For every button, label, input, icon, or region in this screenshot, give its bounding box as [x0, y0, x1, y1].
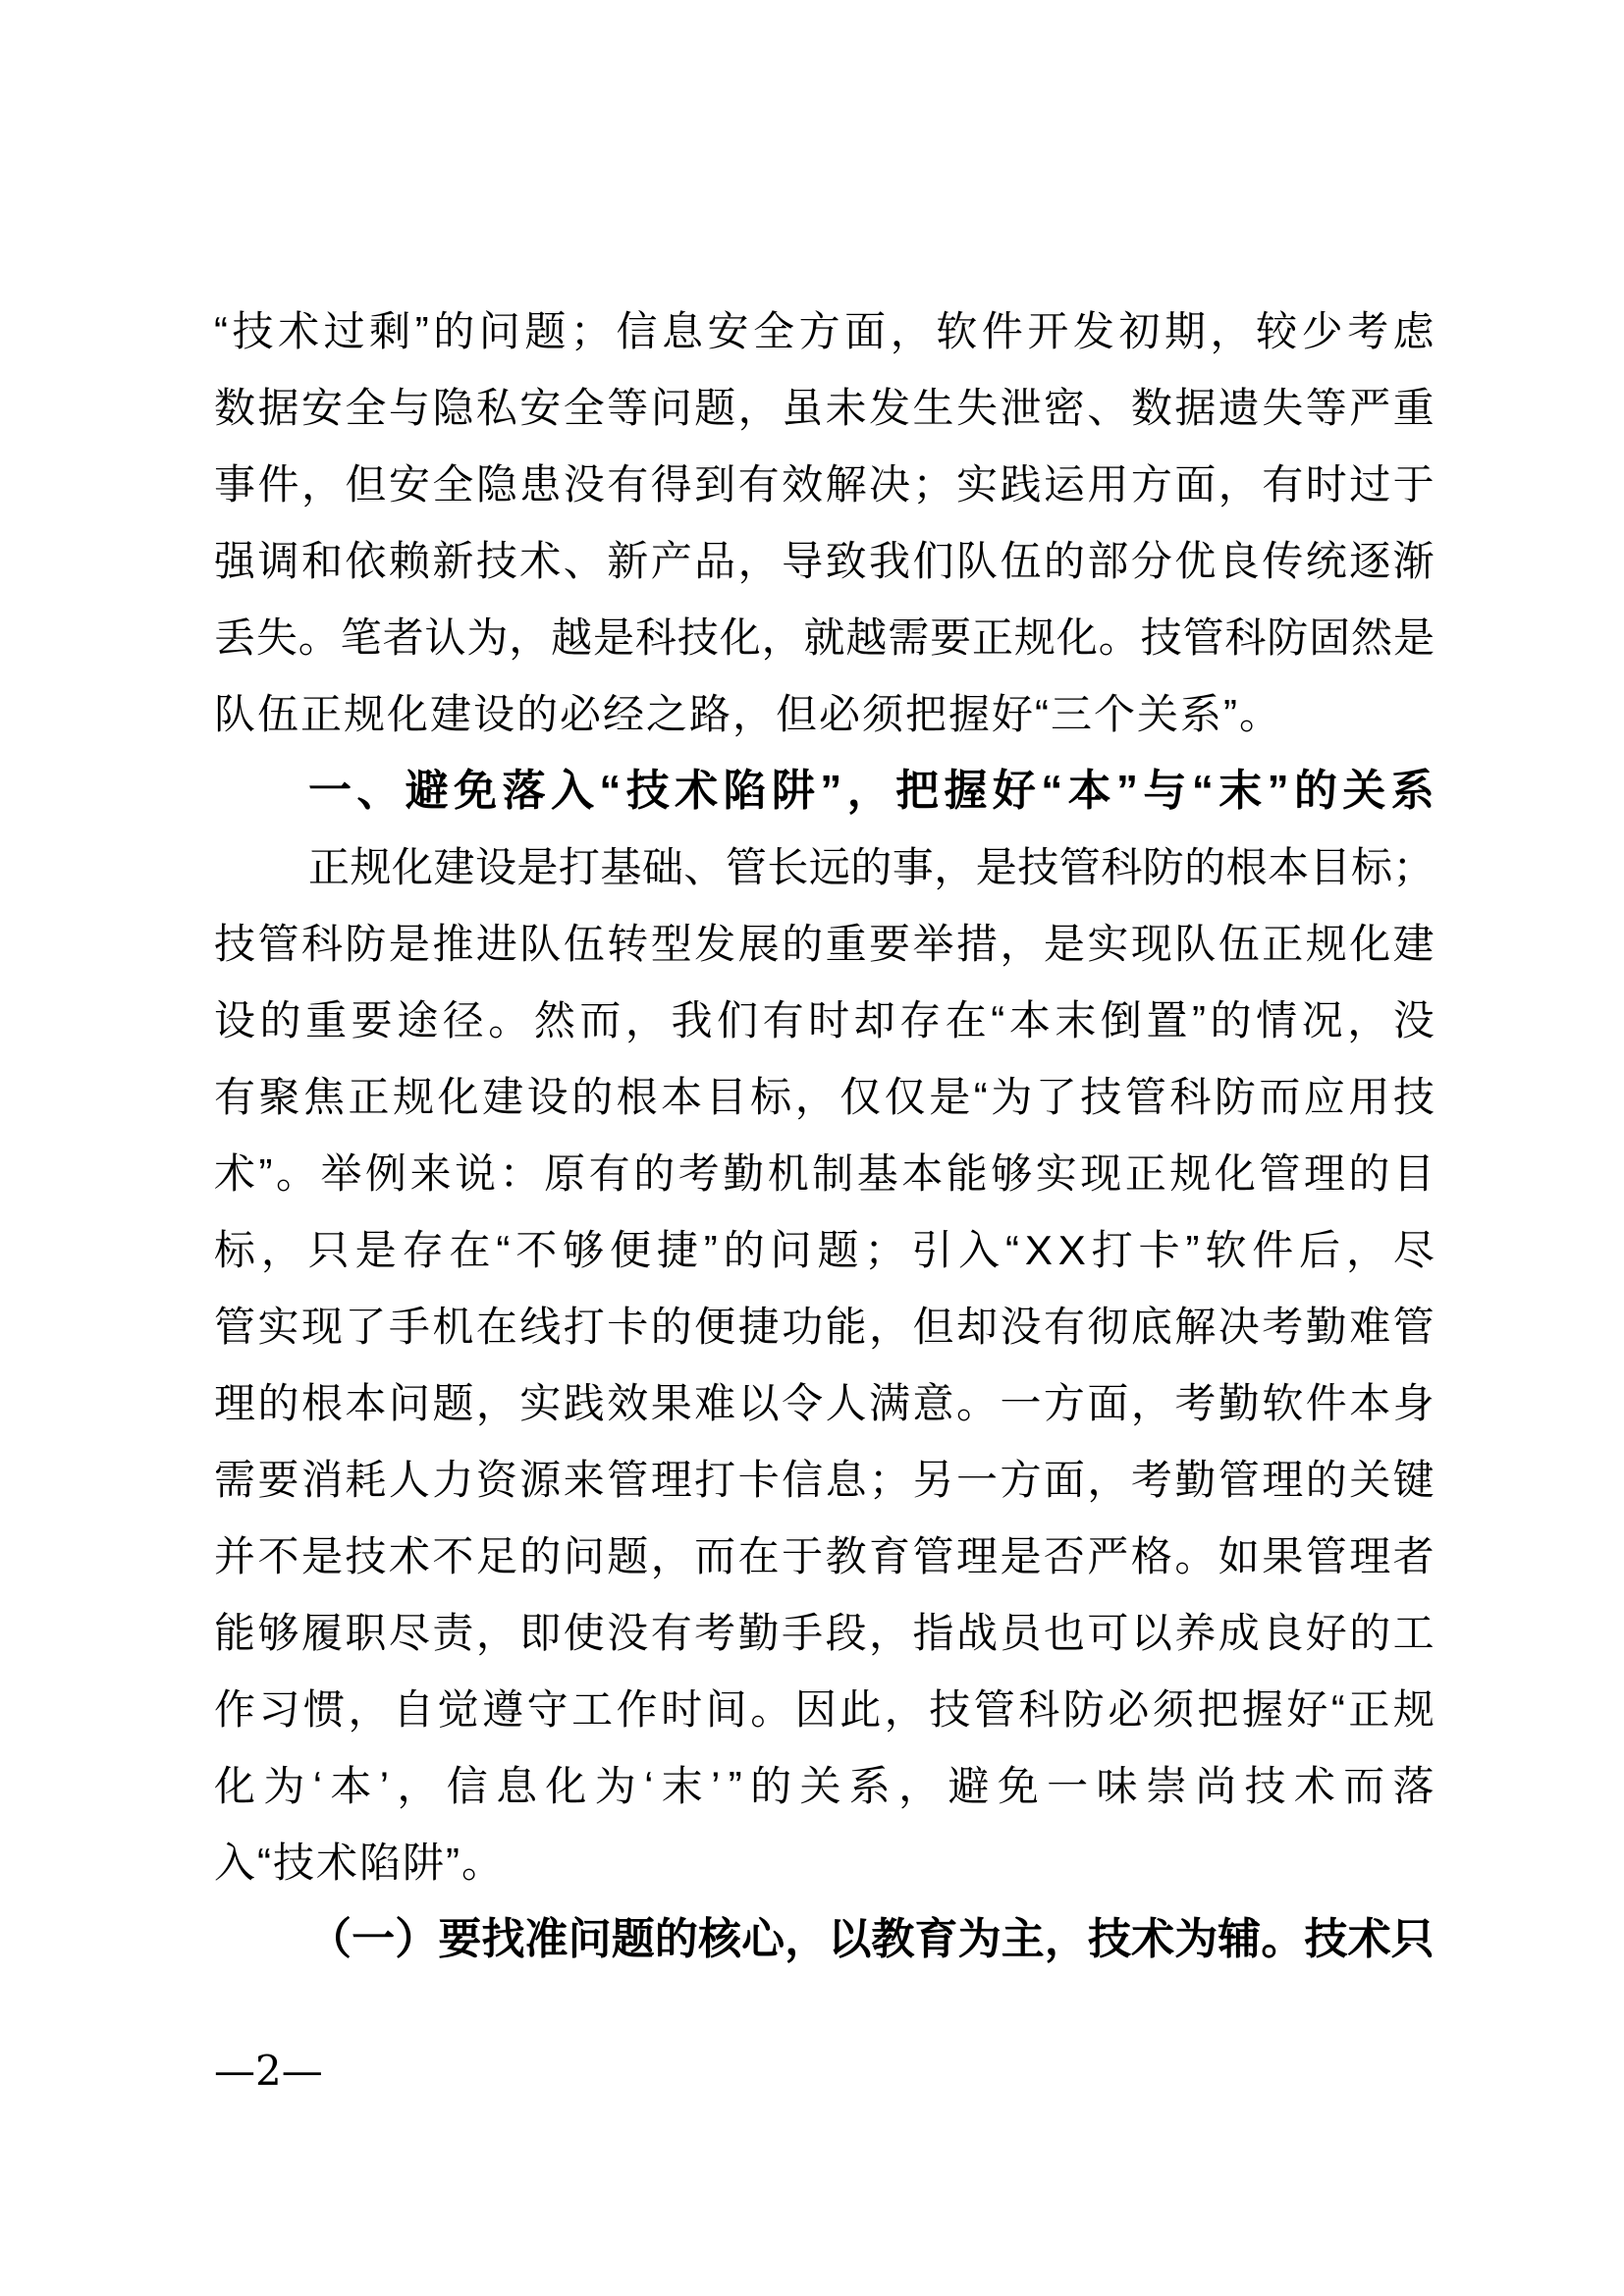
- text-line: “ 技 术 过 剩 ” 的 问 题 ； 信 息 安 全 方 面 ， 软 件 开 发 初 期 ， 较 少 考 虑: [214, 308, 1435, 354]
- heading-line: 一 、 避 免 落 入 “ 技 术 陷 阱 ” ， 把 握 好 “ 本 ” 与 “ 末 ” 的 关 系: [308, 767, 1435, 815]
- text-line: 管 实 现 了 手 机 在 线 打 卡 的 便 捷 功 能 ， 但 却 没 有 彻 底 解 决 考 勤 难 管: [214, 1304, 1435, 1350]
- text-line: 并 不 是 技 术 不 足 的 问 题 ， 而 在 于 教 育 管 理 是 否 严 格 。 如 果 管 理 者: [214, 1533, 1435, 1579]
- page-number: —2—: [214, 2047, 323, 2095]
- text-line: 正 规 化 建 设 是 打 基 础 、 管 长 远 的 事 ， 是 技 管 科 防 的 根 本 目 标 ；: [308, 844, 1435, 890]
- text-line: 术 ” 。 举 例 来 说 ： 原 有 的 考 勤 机 制 基 本 能 够 实 现 正 规 化 管 理 的 目: [214, 1150, 1435, 1197]
- text-line: 有 聚 焦 正 规 化 建 设 的 根 本 目 标 ， 仅 仅 是 “ 为 了 技 管 科 防 而 应 用 技: [214, 1074, 1435, 1120]
- text-block: [214, 294, 1435, 1978]
- text-line: 技 管 科 防 是 推 进 队 伍 转 型 发 展 的 重 要 举 措 ， 是 实 现 队 伍 正 规 化 建: [214, 921, 1435, 967]
- text-line: 入“技术陷阱”。: [214, 1840, 505, 1886]
- text-line: 队伍正规化建设的必经之路，但必须把握好“三个关系”。: [214, 691, 1282, 737]
- text-line: 事 件 ， 但 安 全 隐 患 没 有 得 到 有 效 解 决 ； 实 践 运 用 方 面 ， 有 时 过 于: [214, 461, 1435, 507]
- text-line: 理 的 根 本 问 题 ， 实 践 效 果 难 以 令 人 满 意 。 一 方 面 ， 考 勤 软 件 本 身: [214, 1380, 1435, 1426]
- text-line: 化 为 ‘ 本 ’ ， 信 息 化 为 ‘ 末 ’ ” 的 关 系 ， 避 免 一 味 崇 尚 技 术 而 落: [214, 1763, 1435, 1809]
- text-line: 强 调 和 依 赖 新 技 术 、 新 产 品 ， 导 致 我 们 队 伍 的 部 分 优 良 传 统 逐 渐: [214, 538, 1435, 584]
- heading-line: （ 一 ） 要 找 准 问 题 的 核 心 ， 以 教 育 为 主 ， 技 术 为 辅 。 技 术 只: [308, 1915, 1435, 1963]
- text-line: 丢 失 。 笔 者 认 为 ， 越 是 科 技 化 ， 就 越 需 要 正 规 化 。 技 管 科 防 固 然 是: [214, 614, 1435, 661]
- text-line: 数 据 安 全 与 隐 私 安 全 等 问 题 ， 虽 未 发 生 失 泄 密 、 数 据 遗 失 等 严 重: [214, 385, 1435, 431]
- text-line: 标 ， 只 是 存 在 “ 不 够 便 捷 ” 的 问 题 ； 引 入 “ X X 打 卡 ” 软 件 后 ， 尽: [214, 1227, 1435, 1273]
- text-line: 作 习 惯 ， 自 觉 遵 守 工 作 时 间 。 因 此 ， 技 管 科 防 必 须 把 握 好 “ 正 规: [214, 1686, 1435, 1733]
- text-line: 需 要 消 耗 人 力 资 源 来 管 理 打 卡 信 息 ； 另 一 方 面 ， 考 勤 管 理 的 关 键: [214, 1457, 1435, 1503]
- text-line: 设 的 重 要 途 径 。 然 而 ， 我 们 有 时 却 存 在 “ 本 末 倒 置 ” 的 情 况 ， 没: [214, 997, 1435, 1043]
- text-line: 能 够 履 职 尽 责 ， 即 使 没 有 考 勤 手 段 ， 指 战 员 也 可 以 养 成 良 好 的 工: [214, 1610, 1435, 1656]
